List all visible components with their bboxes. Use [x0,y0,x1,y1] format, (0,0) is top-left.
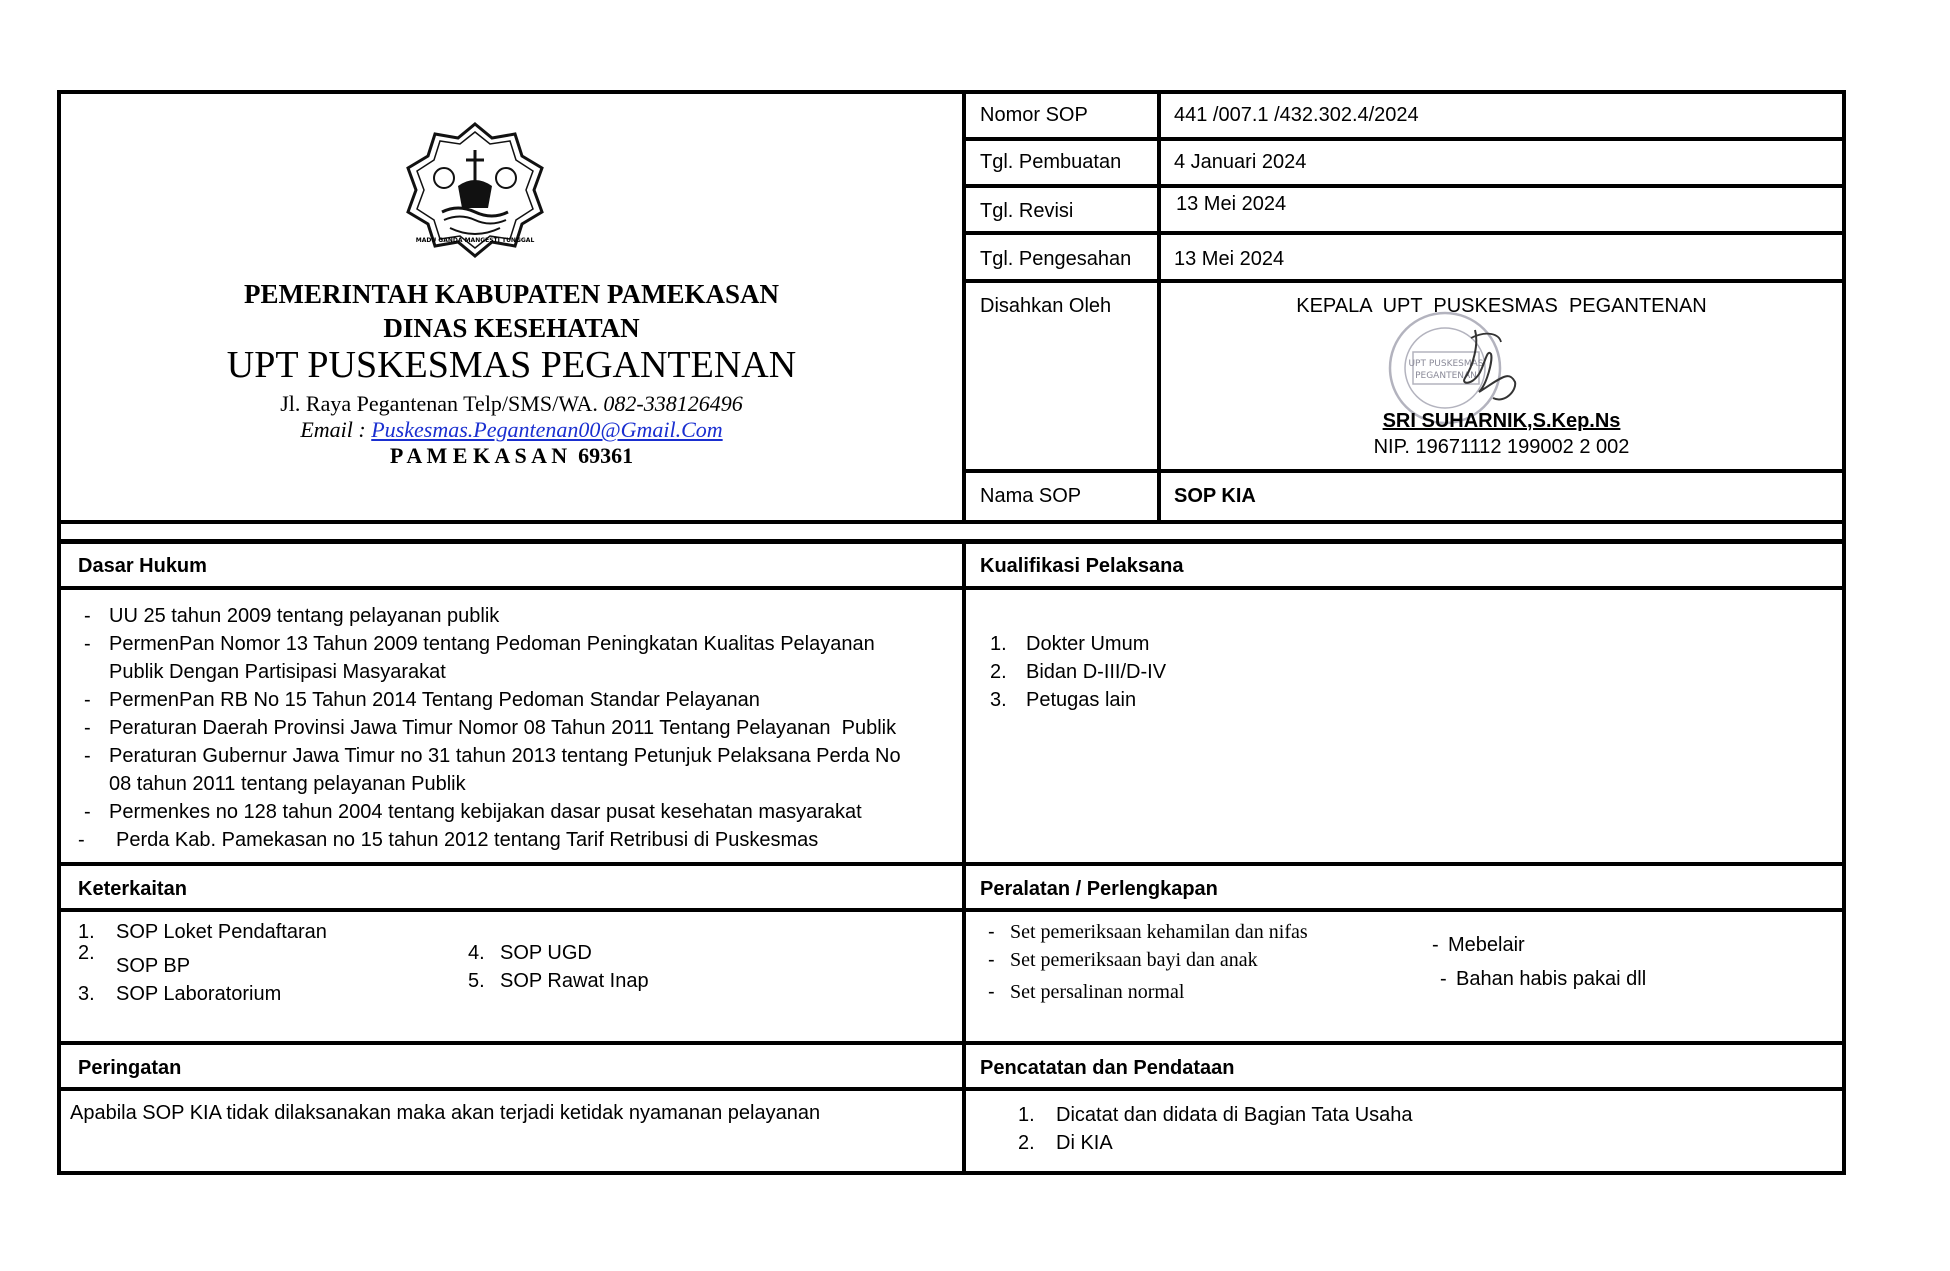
gov-heading: PEMERINTAH KABUPATEN PAMEKASAN [243,279,779,309]
list-dash: - [988,949,995,971]
list-item: UU 25 tahun 2009 tentang pelayanan publik [109,605,500,627]
list-number: 1. [78,921,95,943]
city-line: P A M E K A S A N 69361 [389,443,634,468]
list-item: SOP Rawat Inap [500,970,649,992]
kualifikasi-title: Kualifikasi Pelaksana [980,555,1184,577]
list-item: 08 tahun 2011 tentang pelayanan Publik [109,773,466,795]
meta-nama-value-cell [1157,469,1846,524]
dept-heading: DINAS KESEHATAN [383,313,640,343]
disahkan-label: Disahkan Oleh [980,295,1112,317]
list-number: 1. [990,633,1007,655]
list-number: 4. [468,942,485,964]
list-dash: - [84,633,91,655]
pembuatan-label: Tgl. Pembuatan [980,151,1122,173]
list-item: Perda Kab. Pamekasan no 15 tahun 2012 tentang Tarif Retribusi di Puskesmas [116,829,819,851]
disahkan-title: KEPALA UPT PUSKESMAS PEGANTENAN [1296,295,1707,317]
address-phone: 082-338126496 [603,391,743,416]
list-number: 2. [1018,1132,1035,1154]
peringatan-header-cell [57,1041,966,1091]
list-number: 2. [990,661,1007,683]
list-item: Bahan habis pakai dll [1456,968,1647,990]
list-item: SOP BP [116,955,191,977]
list-dash: - [1440,968,1447,990]
nama-value: SOP KIA [1174,485,1256,507]
list-number: 5. [468,970,485,992]
email-label: Email : [300,417,366,442]
list-item: Permenkes no 128 tahun 2004 tentang kebijakan dasar pusat kesehatan masyarakat [109,801,862,823]
nomor-value: 441 /007.1 /432.302.4/2024 [1174,104,1419,126]
address-street: Jl. Raya Pegantenan [280,391,459,416]
list-dash: - [84,689,91,711]
list-item: SOP Loket Pendaftaran [116,921,327,943]
peralatan-title: Peralatan / Perlengkapan [980,878,1218,900]
list-dash: - [988,921,995,943]
list-number: 2. [78,942,95,964]
email-line [57,417,966,443]
list-dash: - [1432,934,1439,956]
pencatatan-title: Pencatatan dan Pendataan [980,1057,1235,1079]
list-item: Set persalinan normal [1010,981,1185,1003]
list-item: SOP Laboratorium [116,983,282,1005]
list-number: 3. [990,689,1007,711]
svg-text:PEGANTENAN: PEGANTENAN [1415,371,1477,381]
signer-name: SRI SUHARNIK,S.Kep.Ns [1382,410,1621,432]
list-item: Petugas lain [1026,689,1137,711]
list-item: Bidan D-III/D-IV [1026,661,1167,683]
peringatan-text: Apabila SOP KIA tidak dilaksanakan maka akan terjadi ketidak nyamanan pelayanan [70,1102,821,1124]
list-item: PermenPan RB No 15 Tahun 2014 Tentang Pedoman Standar Pelayanan [109,689,760,711]
stamp-inner-text: UPT PUSKESMAS [1408,359,1484,369]
list-item: PermenPan Nomor 13 Tahun 2009 tentang Pedoman Peningkatan Kualitas Pelayanan [109,633,875,655]
revisi-value: 13 Mei 2024 [1176,193,1287,215]
logo-text: MADU GANDA MANGESTI TUNGGAL [415,237,535,244]
keterkaitan-header-cell [57,862,966,912]
list-item: Mebelair [1448,934,1525,956]
revisi-label: Tgl. Revisi [980,200,1074,222]
list-dash: - [78,829,85,851]
list-dash: - [988,981,995,1003]
nomor-label: Nomor SOP [980,104,1088,126]
nama-label: Nama SOP [980,485,1082,507]
list-item: Set pemeriksaan bayi dan anak [1010,949,1258,971]
list-item: Di KIA [1056,1132,1113,1154]
address-line [57,391,966,417]
signer-nip: NIP. 19671112 199002 2 002 [1373,436,1630,458]
regency-logo [400,120,550,260]
list-number: 3. [78,983,95,1005]
peringatan-title: Peringatan [78,1057,182,1079]
list-item: Set pemeriksaan kehamilan dan nifas [1010,921,1308,943]
pembuatan-value: 4 Januari 2024 [1174,151,1307,173]
list-item: Peraturan Gubernur Jawa Timur no 31 tahun 2013 tentang Petunjuk Pelaksana Perda No [109,745,901,767]
list-dash: - [84,801,91,823]
list-item: Dokter Umum [1026,633,1150,655]
unit-heading: UPT PUSKESMAS PEGANTENAN [226,344,797,386]
list-item: Dicatat dan didata di Bagian Tata Usaha [1056,1104,1413,1126]
list-dash: - [84,745,91,767]
list-item: Peraturan Daerah Provinsi Jawa Timur Nomor 08 Tahun 2011 Tentang Pelayanan Publik [109,717,897,739]
list-number: 1. [1018,1104,1035,1126]
list-dash: - [84,605,91,627]
keterkaitan-title: Keterkaitan [78,878,187,900]
dasar-hukum-title: Dasar Hukum [78,555,207,577]
list-item: SOP UGD [500,942,592,964]
pengesahan-value: 13 Mei 2024 [1174,248,1285,270]
pengesahan-label: Tgl. Pengesahan [980,248,1132,270]
list-dash: - [84,717,91,739]
email-link[interactable]: Puskesmas.Pegantenan00@Gmail.Com [371,417,723,442]
kualifikasi-body-cell [962,586,1846,866]
list-item: Publik Dengan Partisipasi Masyarakat [109,661,446,683]
address-contact-label: Telp/SMS/WA. [463,391,598,416]
